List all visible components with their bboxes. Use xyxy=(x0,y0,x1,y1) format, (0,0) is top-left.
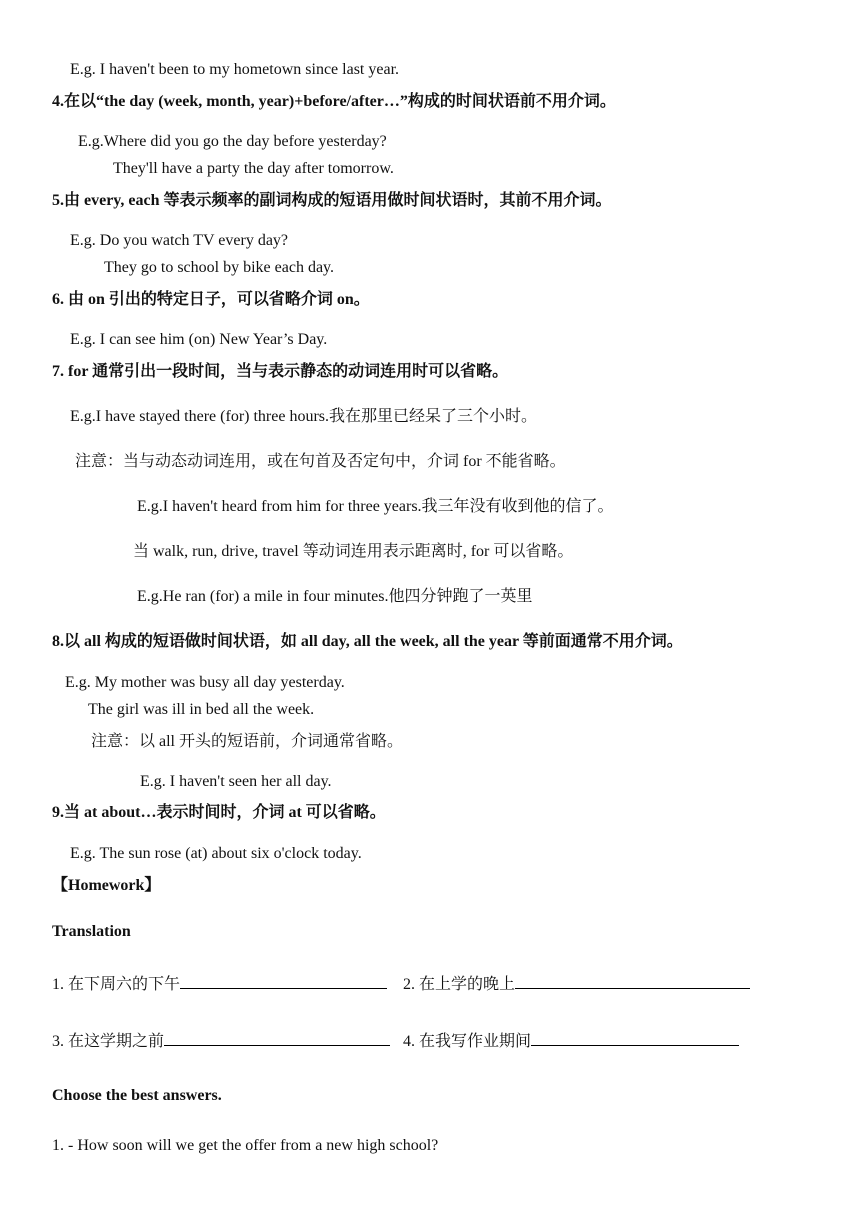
note-7a: 注意：当与动态动词连用，或在句首及否定句中，介词 for 不能省略。 xyxy=(75,453,566,470)
translation-heading: Translation xyxy=(52,923,131,940)
homework-heading: 【Homework】 xyxy=(52,877,161,894)
translation-item-2-text: 2. 在上学的晚上 xyxy=(403,976,516,993)
translation-item-4 xyxy=(403,1029,739,1052)
answer-blank-2[interactable] xyxy=(515,972,750,989)
rule-5: 5.由 every, each 等表示频率的副词构成的短语用做时间状语时，其前不用介词。 xyxy=(52,192,612,209)
rule-7: 7. for 通常引出一段时间，当与表示静态的动词连用时可以省略。 xyxy=(52,363,509,380)
example-7a: E.g.I have stayed there (for) three hours.我在那里已经呆了三个小时。 xyxy=(70,408,538,425)
question-1: 1. - How soon will we get the offer from a new high school? xyxy=(52,1137,439,1154)
answer-blank-4[interactable] xyxy=(531,1029,739,1046)
example-4b: They'll have a party the day after tomorrow. xyxy=(113,160,394,177)
translation-item-1 xyxy=(52,972,387,995)
translation-item-4-text: 4. 在我写作业期间 xyxy=(403,1033,532,1050)
answer-blank-3[interactable] xyxy=(164,1029,390,1046)
example-7b: E.g.I haven't heard from him for three years.我三年没有收到他的信了。 xyxy=(137,498,614,515)
example-5b: They go to school by bike each day. xyxy=(104,259,335,276)
translation-item-3-text: 3. 在这学期之前 xyxy=(52,1033,165,1050)
note-8: 注意：以 all 开头的短语前，介词通常省略。 xyxy=(91,733,403,750)
example-7c: E.g.He ran (for) a mile in four minutes.他四分钟跑了一英里 xyxy=(137,588,533,605)
example-8c: E.g. I haven't seen her all day. xyxy=(140,773,332,790)
example-9a: E.g. The sun rose (at) about six o'clock today. xyxy=(70,845,362,862)
translation-item-1-text: 1. 在下周六的下午 xyxy=(52,976,181,993)
rule-6: 6. 由 on 引出的特定日子，可以省略介词 on。 xyxy=(52,291,370,308)
line-example-since: E.g. I haven't been to my hometown since last year. xyxy=(70,61,400,78)
note-7b: 当 walk, run, drive, travel 等动词连用表示距离时, for 可以省略。 xyxy=(133,543,574,560)
translation-item-2 xyxy=(403,972,750,995)
example-8a: E.g. My mother was busy all day yesterday. xyxy=(65,674,345,691)
example-6a: E.g. I can see him (on) New Year’s Day. xyxy=(70,331,328,348)
translation-item-3 xyxy=(52,1029,390,1052)
choose-heading: Choose the best answers. xyxy=(52,1087,222,1104)
rule-4: 4.在以“the day (week, month, year)+before/after…”构成的时间状语前不用介词。 xyxy=(52,93,616,110)
example-5a: E.g. Do you watch TV every day? xyxy=(70,232,289,249)
example-4a: E.g.Where did you go the day before yesterday? xyxy=(78,133,387,150)
example-8b: The girl was ill in bed all the week. xyxy=(88,701,315,718)
answer-blank-1[interactable] xyxy=(180,972,387,989)
rule-9: 9.当 at about…表示时间时，介词 at 可以省略。 xyxy=(52,804,386,821)
rule-8: 8.以 all 构成的短语做时间状语，如 all day, all the week, all the year 等前面通常不用介词。 xyxy=(52,633,683,650)
